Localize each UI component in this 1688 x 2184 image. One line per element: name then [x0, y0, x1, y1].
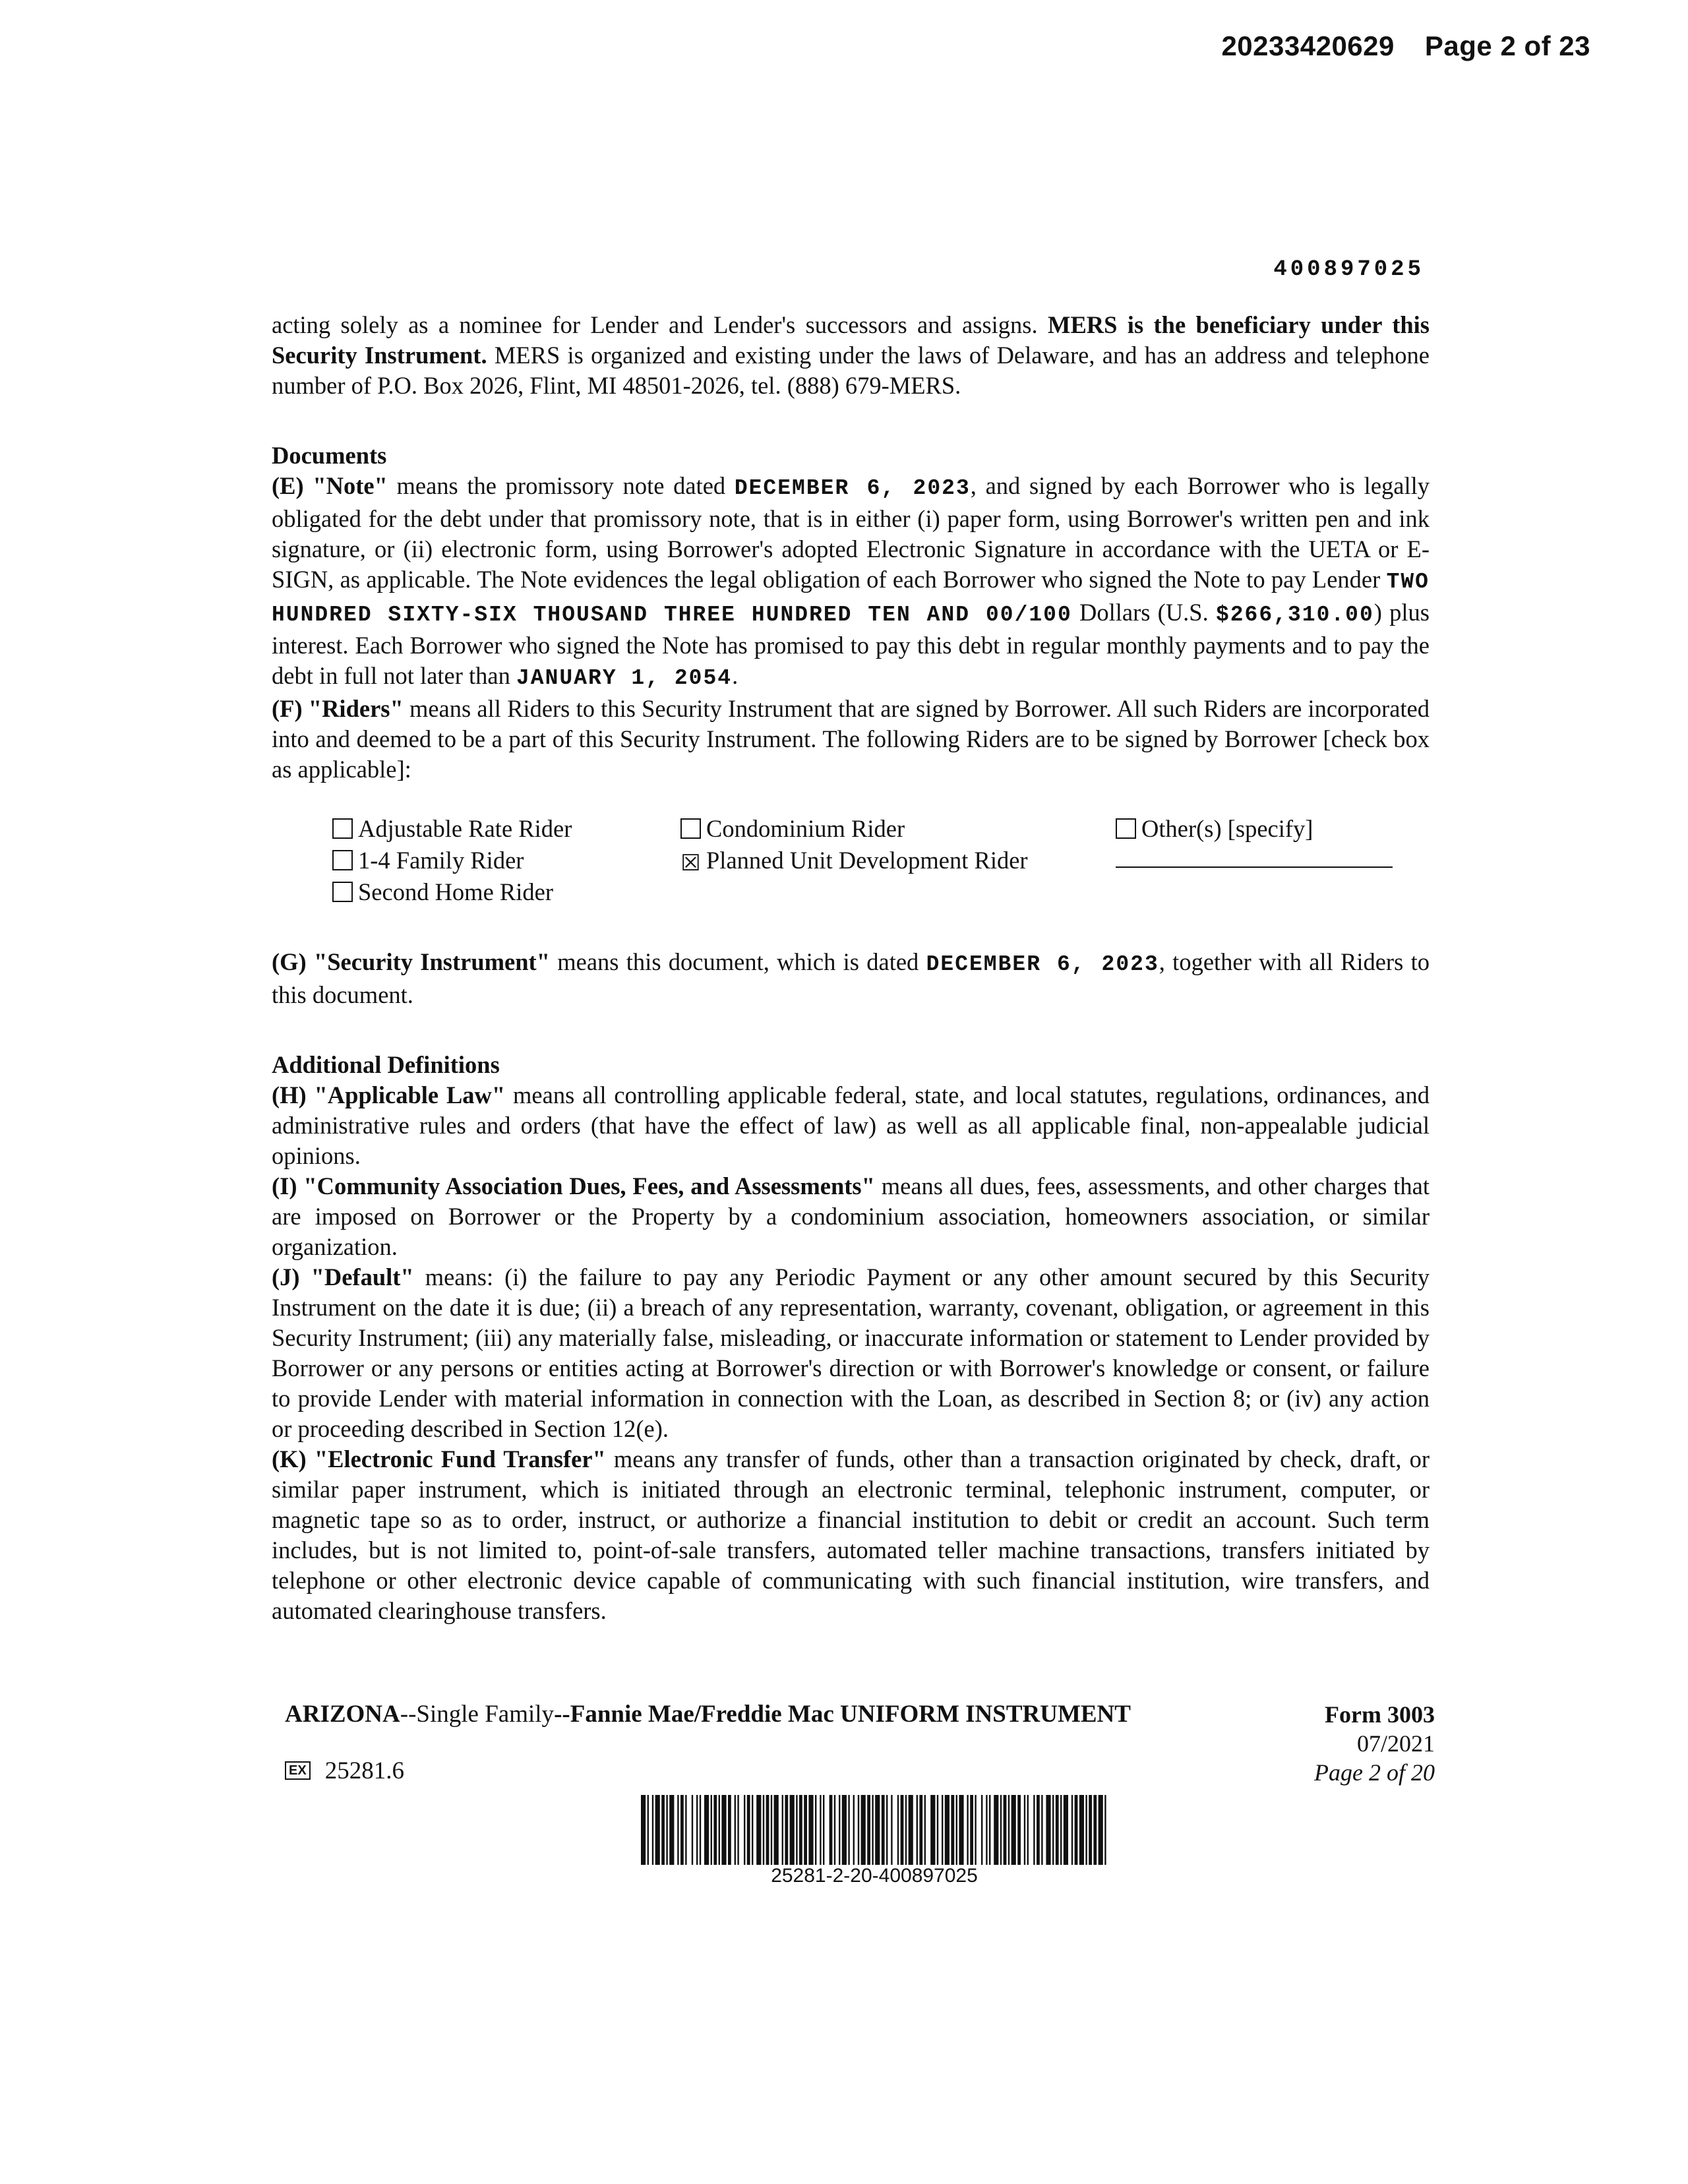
barcode-bar: [666, 1795, 667, 1865]
barcode-bar: [685, 1795, 686, 1865]
barcode-bar: [1071, 1795, 1073, 1865]
barcode-bar: [989, 1795, 990, 1865]
barcode-bar: [1037, 1795, 1040, 1865]
checkbox[interactable]: [1116, 818, 1136, 839]
barcode-bar: [937, 1795, 938, 1865]
barcode-bar: [872, 1795, 873, 1865]
barcode-bar: [744, 1795, 745, 1865]
barcode-bar: [808, 1795, 813, 1865]
barcode-bar: [692, 1795, 693, 1865]
barcode-bar: [719, 1795, 720, 1865]
barcode-bar: [1093, 1795, 1097, 1865]
barcode-bar: [975, 1795, 976, 1865]
barcode-bar: [1089, 1795, 1092, 1865]
definition-community-association-dues: (I) "Community Association Dues, Fees, and Assessments" means all dues, fees, assessments, and other charges that are imposed on Borrower or the Property by a condominium association, homeowners association, or similar organization.: [272, 1172, 1430, 1260]
barcode-image: [641, 1795, 1108, 1865]
barcode-bar: [1075, 1795, 1078, 1865]
barcode-bar: [704, 1795, 709, 1865]
barcode-bar: [1004, 1795, 1007, 1865]
barcode-bar: [942, 1795, 943, 1865]
barcode-bar: [1056, 1795, 1059, 1865]
barcode-bar: [981, 1795, 982, 1865]
barcode-bar: [1008, 1795, 1010, 1865]
barcode-bar: [905, 1795, 907, 1865]
barcode-bar: [823, 1795, 824, 1865]
barcode-bar: [735, 1795, 736, 1865]
barcode-bar: [853, 1795, 855, 1865]
barcode-bar: [1027, 1795, 1029, 1865]
barcode-bar: [886, 1795, 888, 1865]
barcode-bar: [924, 1795, 926, 1865]
barcode-bar: [917, 1795, 918, 1865]
barcode-bar: [945, 1795, 950, 1865]
barcode-bar: [804, 1795, 807, 1865]
barcode-bar: [1079, 1795, 1084, 1865]
barcode-bar: [897, 1795, 899, 1865]
barcode-bar: [1104, 1795, 1106, 1865]
barcode-bar: [839, 1795, 840, 1865]
barcode-bar: [1064, 1795, 1068, 1865]
barcode-bar: [700, 1795, 701, 1865]
barcode-bar: [796, 1795, 797, 1865]
form-date: 07/2021: [1356, 1730, 1435, 1757]
rider-planned-unit-development: ☒ Planned Unit Development Rider: [680, 847, 1028, 876]
barcode-bar: [785, 1795, 788, 1865]
barcode-number: 25281-2-20-400897025: [771, 1865, 978, 1887]
barcode-bar: [919, 1795, 922, 1865]
barcode-bar: [875, 1795, 880, 1865]
barcode-bar: [756, 1795, 761, 1865]
additional-definitions-heading: Additional Definitions: [272, 1051, 500, 1078]
barcode-bar: [842, 1795, 847, 1865]
barcode-bar: [771, 1795, 772, 1865]
barcode-bar: [763, 1795, 764, 1865]
barcode-bar: [986, 1795, 987, 1865]
barcode-bar: [956, 1795, 957, 1865]
barcode-bar: [1033, 1795, 1035, 1865]
form-info: [1314, 1700, 1435, 1787]
loan-number: 400897025: [1273, 257, 1424, 282]
barcode-bar: [655, 1795, 660, 1865]
form-page: Page 2 of 20: [1314, 1759, 1435, 1786]
definition-applicable-law: (H) "Applicable Law" means all controlling applicable federal, state, and local statutes, regulations, ordinances, and administrative rules and orders (that have the effect of law) as well as all applicable final, non-appealable judicial opinions.: [272, 1081, 1430, 1169]
barcode-bar: [766, 1795, 769, 1865]
barcode-bar: [820, 1795, 821, 1865]
barcode-bar: [1024, 1795, 1025, 1865]
barcode-bar: [737, 1795, 738, 1865]
barcode-bar: [829, 1795, 833, 1865]
recording-stamp: [1221, 30, 1590, 62]
intro-paragraph: acting solely as a nominee for Lender and Lender's successors and assigns. MERS is the beneficiary under this Security Instrument. MERS is organized and existing under the laws of Delaware, and has an address and telephone number of P.O. Box 2026, Flint, MI 48501-2026, tel. (888) 679-MERS.: [272, 311, 1430, 399]
checked-checkbox[interactable]: ☒: [680, 850, 701, 876]
barcode-bar: [815, 1795, 816, 1865]
barcode-bar: [994, 1795, 998, 1865]
barcode-bar: [1011, 1795, 1016, 1865]
barcode-bar: [1046, 1795, 1050, 1865]
barcode-bar: [1041, 1795, 1042, 1865]
form-code: EX 25281.6: [285, 1757, 404, 1785]
rider-second-home: Second Home Rider: [332, 877, 553, 907]
barcode-bar: [799, 1795, 802, 1865]
barcode-bar: [680, 1795, 684, 1865]
barcode-bar: [790, 1795, 795, 1865]
barcode-bar: [774, 1795, 779, 1865]
checkbox[interactable]: [332, 818, 353, 839]
barcode-bar: [1052, 1795, 1054, 1865]
barcode-bar: [1099, 1795, 1103, 1865]
rider-1-4-family: 1-4 Family Rider: [332, 845, 524, 876]
barcode-bar: [951, 1795, 954, 1865]
barcode-bar: [970, 1795, 973, 1865]
riders-checklist: [272, 807, 1430, 947]
barcode-bar: [661, 1795, 665, 1865]
barcode-bar: [747, 1795, 750, 1865]
documents-heading: Documents: [272, 442, 387, 469]
barcode-bar: [901, 1795, 904, 1865]
barcode-bar: [891, 1795, 892, 1865]
barcode-bar: [858, 1795, 859, 1865]
barcode-bar: [930, 1795, 935, 1865]
barcode-bar: [867, 1795, 870, 1865]
barcode-bar: [648, 1795, 649, 1865]
barcode-bar: [752, 1795, 753, 1865]
barcode-bar: [909, 1795, 913, 1865]
rider-others: Other(s) [specify]: [1116, 814, 1313, 844]
barcode-bar: [782, 1795, 783, 1865]
barcode-bar: [713, 1795, 717, 1865]
checkbox[interactable]: [332, 850, 353, 870]
barcode-bar: [696, 1795, 698, 1865]
definition-note: (E) "Note" means the promissory note dated DECEMBER 6, 2023, and signed by each Borrower who is legally obligated for the debt under that promissory note, that is in either (i) paper form, using Borrower's written pen and ink signature, or (ii) electronic form, using Borrower's adopted Electronic Signature in accordance with the UETA or E-SIGN, as applicable. The Note evidences the legal obligation of each Borrower who signed the Note to pay Lender TWO HUNDRED SIXTY-SIX THOUSAND THREE HUNDRED TEN AND 00/100 Dollars (U.S. $266,310.00) plus interest. Each Borrower who signed the Note has promised to pay this debt in regular monthly payments and to pay the debt in full not later than JANUARY 1, 2054.: [272, 472, 1430, 690]
definition-security-instrument: (G) "Security Instrument" means this document, which is dated DECEMBER 6, 2023, together with all Riders to this document.: [272, 948, 1430, 1008]
definition-default: (J) "Default" means: (i) the failure to pay any Periodic Payment or any other amount secured by this Security Instrument on the date it is due; (ii) a breach of any representation, warranty, covenant, obligation, or agreement in this Security Instrument; (iii) any materially false, misleading, or inaccurate information or statement to Lender provided by Borrower or any persons or entities acting at Borrower's direction or with Borrower's knowledge or consent, or failure to provide Lender with material information in connection with the Loan, as described in Section 8; or (iv) any action or proceeding described in Section 12(e).: [272, 1263, 1430, 1442]
recording-page-label: Page 2 of 23: [1424, 30, 1590, 61]
barcode-bar: [677, 1795, 678, 1865]
checkbox[interactable]: [332, 882, 353, 902]
barcode-bar: [711, 1795, 712, 1865]
checkbox[interactable]: [680, 818, 701, 839]
rider-condominium: Condominium Rider: [680, 814, 905, 844]
ex-logo-icon: EX: [285, 1761, 311, 1780]
barcode-bar: [1017, 1795, 1021, 1865]
rider-adjustable-rate: Adjustable Rate Rider: [332, 814, 572, 844]
specify-blank-line[interactable]: [1116, 866, 1393, 868]
barcode-bar: [834, 1795, 835, 1865]
barcode-bar: [959, 1795, 963, 1865]
definition-riders: (F) "Riders" means all Riders to this Security Instrument that are signed by Borrower. All such Riders are incorporated into and deemed to be a part of this Security Instrument. The following Riders are to be signed by Borrower [check box as applicable]:: [272, 695, 1430, 783]
document-number: 20233420629: [1221, 30, 1395, 61]
barcode-bar: [967, 1795, 968, 1865]
form-title: ARIZONA--Single Family--Fannie Mae/Freddie Mac UNIFORM INSTRUMENT: [285, 1701, 1131, 1728]
barcode-bar: [861, 1795, 866, 1865]
barcode-bar: [721, 1795, 726, 1865]
barcode-bar: [882, 1795, 885, 1865]
barcode-bar: [848, 1795, 849, 1865]
barcode-bar: [1060, 1795, 1062, 1865]
barcode-bar: [669, 1795, 674, 1865]
barcode-bar: [652, 1795, 653, 1865]
document-body: [272, 310, 1430, 1626]
barcode-bar: [728, 1795, 731, 1865]
definition-electronic-fund-transfer: (K) "Electronic Fund Transfer" means any transfer of funds, other than a transaction originated by check, draft, or similar paper instrument, which is initiated through an electronic terminal, telephonic instrument, computer, or magnetic tape so as to order, instruct, or authorize a financial institution to debit or credit an account. Such term includes, but is not limited to, point-of-sale transfers, automated teller machine transactions, transfers initiated by telephone or other electronic device capable of communicating with such financial institution, wire transfers, and automated clearinghouse transfers.: [272, 1445, 1430, 1624]
barcode-bar: [1085, 1795, 1087, 1865]
form-number: Form 3003: [1325, 1701, 1435, 1728]
barcode-bar: [641, 1795, 646, 1865]
barcode-bar: [1000, 1795, 1002, 1865]
